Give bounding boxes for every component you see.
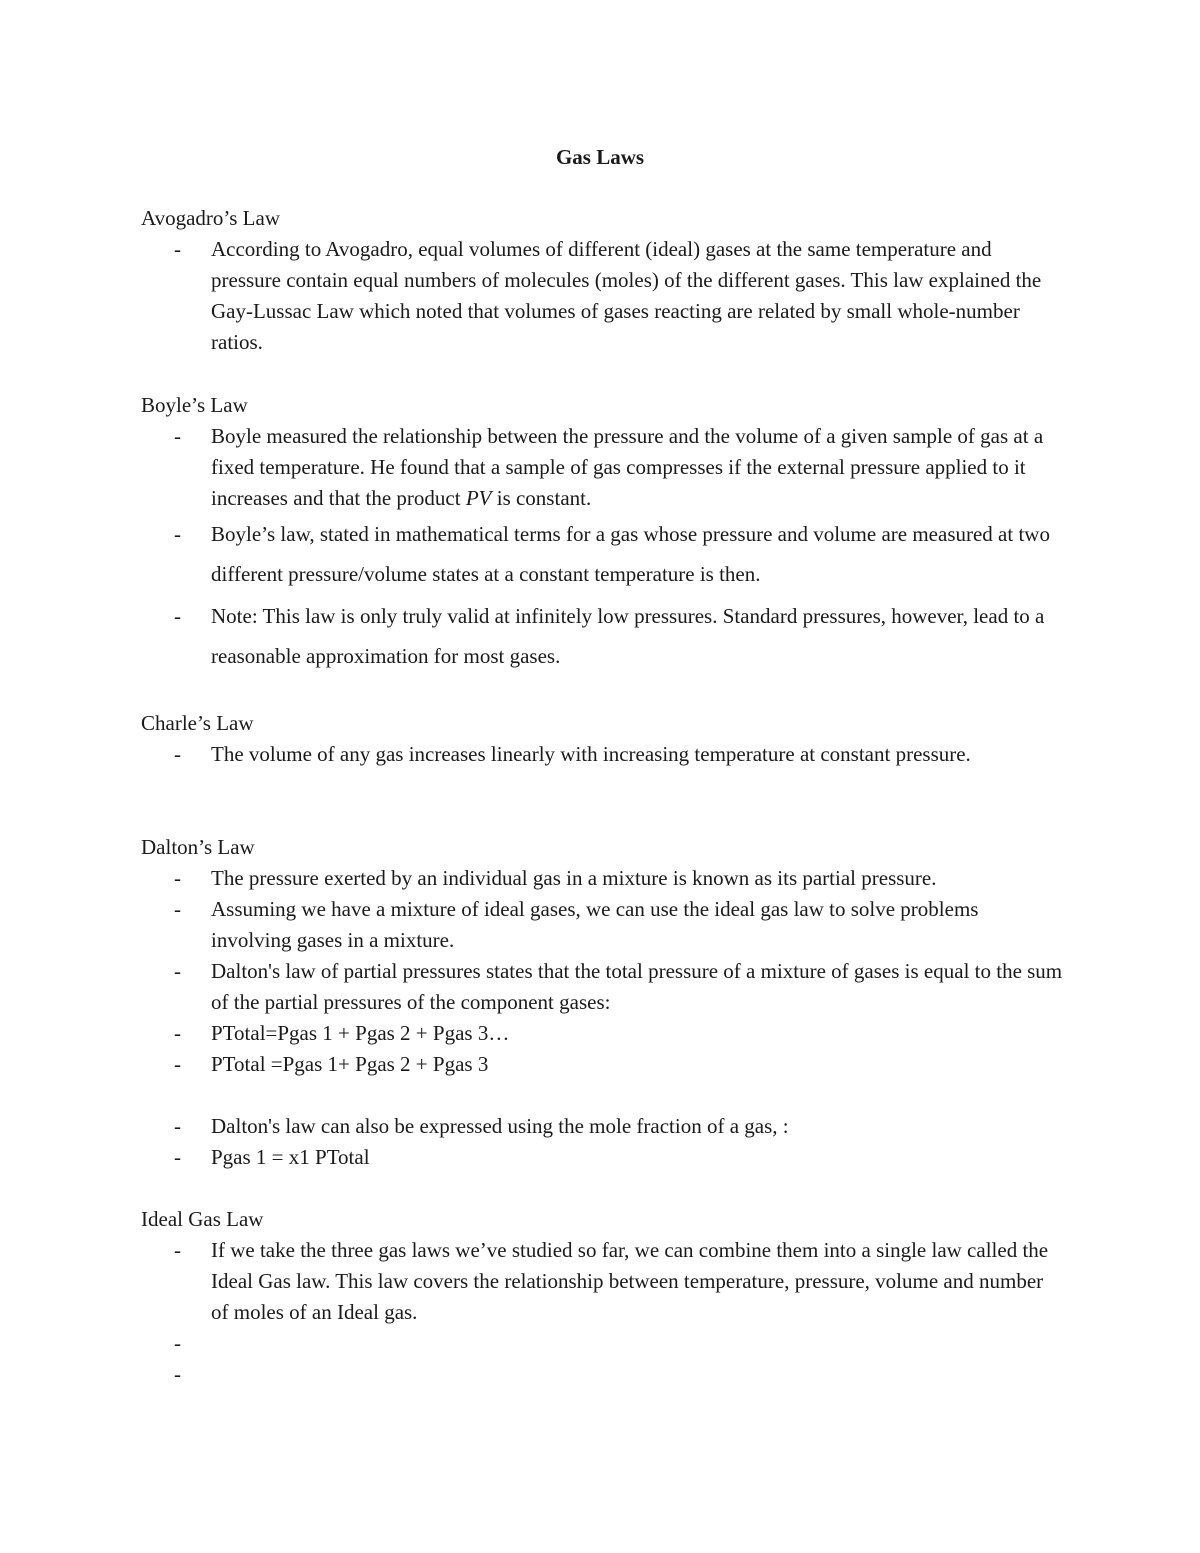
bullet-dash: - (174, 1362, 181, 1386)
pv-term: PV (465, 486, 492, 510)
bullet-dash: - (174, 1114, 181, 1138)
bullet-text: The volume of any gas increases linearly with increasing temperature at constant pressure. (211, 742, 971, 766)
list-item (174, 1111, 1064, 1142)
bullet-dash: - (174, 1238, 181, 1262)
section-heading-charles: Charle’s Law (141, 711, 254, 735)
bullet-dash: - (174, 1331, 181, 1355)
bullet-text: Pgas 1 = x1 PTotal (211, 1145, 370, 1169)
bullet-text: Note: This law is only truly valid at infinitely low pressures. Standard pressures, however, lead to a reasonable approximation for most gases. (211, 604, 1045, 668)
list-item (174, 596, 1064, 676)
section-heading-ideal-gas: Ideal Gas Law (141, 1207, 264, 1231)
list-item (174, 514, 1064, 594)
list-item (174, 863, 1064, 894)
section-heading-dalton: Dalton’s Law (141, 835, 255, 859)
list-item (174, 421, 1064, 514)
bullet-text: Dalton's law of partial pressures states that the total pressure of a mixture of gases is equal to the sum of the partial pressures of the component gases: (211, 959, 1063, 1014)
bullet-text: If we take the three gas laws we’ve studied so far, we can combine them into a single law called the Ideal Gas law. This law covers the relationship between temperature, pressure, volume and number of moles of an Ideal gas. (211, 1238, 1049, 1324)
bullet-dash: - (174, 1021, 181, 1045)
bullet-dash: - (174, 1145, 181, 1169)
bullet-text: Boyle’s law, stated in mathematical terms for a gas whose pressure and volume are measured at two different pressure/volume states at a constant temperature is then. (211, 522, 1050, 586)
bullet-dash: - (174, 959, 181, 983)
bullet-text-part: is constant. (491, 486, 592, 510)
bullet-text: PTotal =Pgas 1+ Pgas 2 + Pgas 3 (211, 1052, 489, 1076)
list-item (174, 1142, 1064, 1173)
document-title: Gas Laws (555, 145, 645, 169)
section-heading-avogadro: Avogadro’s Law (141, 206, 280, 230)
bullet-dash: - (174, 897, 181, 921)
section-heading-boyle: Boyle’s Law (141, 393, 248, 417)
list-item (174, 234, 1064, 358)
bullet-text (211, 421, 1064, 514)
list-item (174, 1235, 1064, 1328)
list-item (174, 894, 1064, 956)
list-item (174, 956, 1064, 1018)
bullet-dash: - (174, 1052, 181, 1076)
bullet-dash: - (174, 522, 181, 546)
bullet-text-part: Boyle measured the relationship between the pressure and the volume of a given sample of gas at a fixed temperature. He found that a sample of gas compresses if the external pressure applied to it increases and that the product (211, 424, 1044, 510)
bullet-text: The pressure exerted by an individual gas in a mixture is known as its partial pressure. (211, 866, 937, 890)
list-item (174, 739, 1064, 770)
bullet-dash: - (174, 742, 181, 766)
bullet-dash: - (174, 424, 181, 448)
bullet-text: Assuming we have a mixture of ideal gases, we can use the ideal gas law to solve problems involving gases in a mixture. (211, 897, 979, 952)
bullet-dash: - (174, 866, 181, 890)
bullet-text: Dalton's law can also be expressed using the mole fraction of a gas, : (211, 1114, 789, 1138)
bullet-dash: - (174, 237, 181, 261)
bullet-text: PTotal=Pgas 1 + Pgas 2 + Pgas 3… (211, 1021, 510, 1045)
list-item (174, 1049, 1064, 1080)
list-item (174, 1018, 1064, 1049)
bullet-dash: - (174, 604, 181, 628)
bullet-text: According to Avogadro, equal volumes of different (ideal) gases at the same temperature and pressure contain equal numbers of molecules (moles) of the different gases. This law explained the Gay-Lussac Law which noted that volumes of gases reacting are related by small whole-number ratios. (211, 237, 1042, 354)
